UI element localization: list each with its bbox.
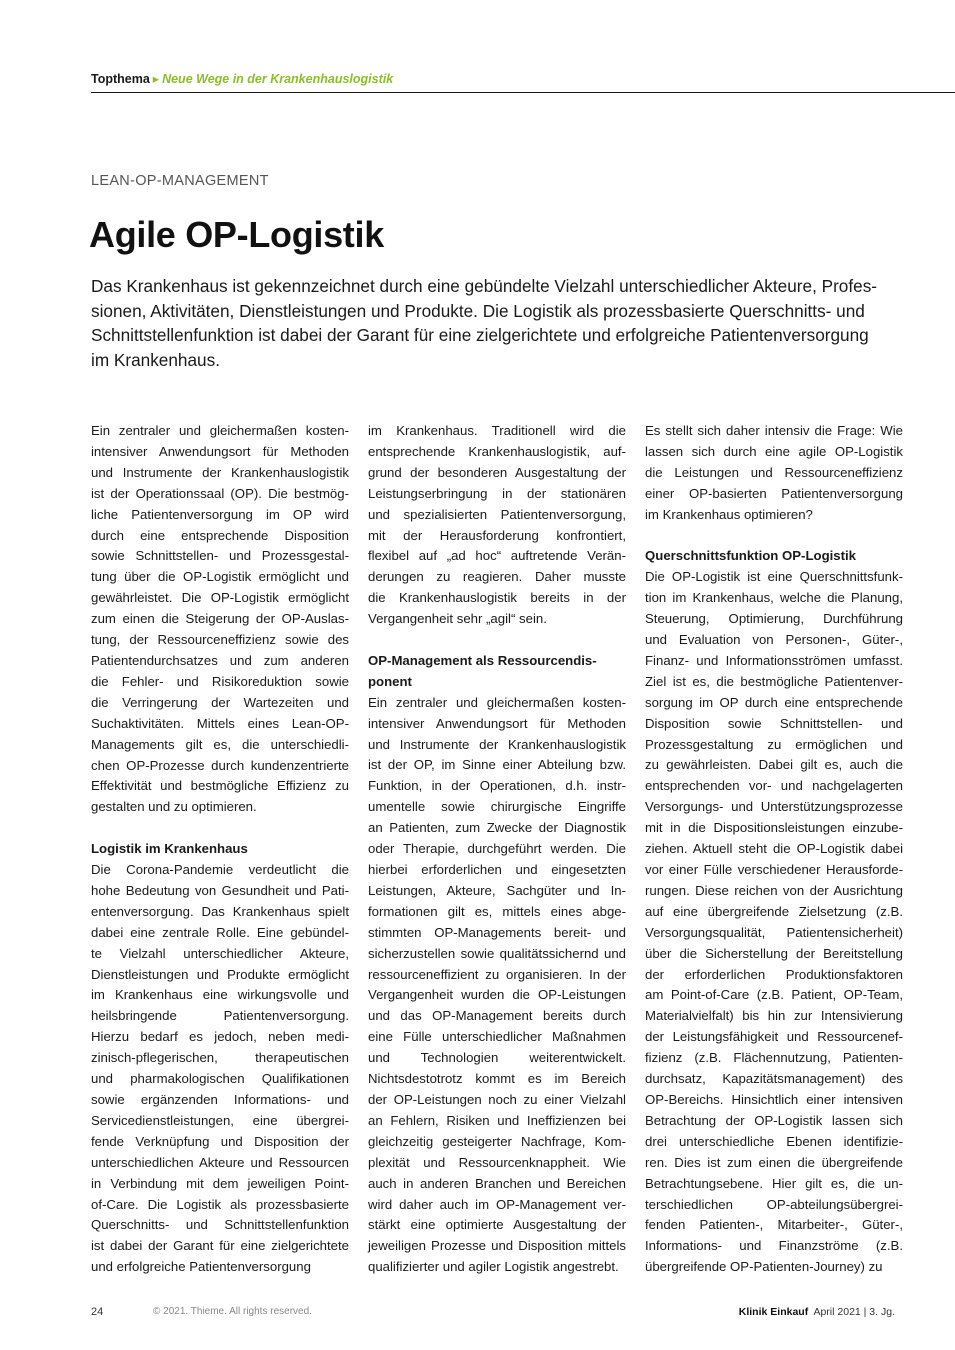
text-line: tung, der Ressourceneffizienz sowie des: [91, 632, 349, 648]
text-line: oder Therapie, durchgeführt werden. Die: [368, 841, 626, 857]
text-line: stimmten OP-Managements bereit- und: [368, 924, 626, 940]
text-line: Prozessgestaltung zu ermöglichen und: [645, 736, 903, 752]
text-line: Betrachtung der OP-Logistik lassen sich: [645, 1112, 903, 1128]
text-line: Hierzu bedarf es jedoch, neben medi-: [91, 1029, 349, 1045]
text-line: fende Verknüpfung und Disposition der: [91, 1133, 349, 1149]
text-line: sorgung im OP durch eine entsprechende: [645, 694, 903, 710]
text-line: die Fehler- und Risikoreduktion sowie: [91, 673, 349, 689]
text-line: drei unterschiedliche Ebenen identifizie-: [645, 1133, 903, 1149]
text-line: of-Care. Die Logistik als prozessbasierte: [91, 1196, 349, 1212]
text-line: einer OP-basierten Patientenversorgung: [645, 485, 903, 501]
paragraph: [645, 421, 903, 526]
text-line: tion im Krankenhaus, welche die Planung,: [645, 590, 903, 606]
text-line: hierbei erforderlichen und eingesetzten: [368, 862, 626, 878]
text-line: Funktion, in der Operationen, d.h. instr-: [368, 778, 626, 794]
text-line: grund der besonderen Ausgestaltung der: [368, 464, 626, 480]
text-line: entenversorgung. Das Krankenhaus spielt: [91, 903, 349, 919]
text-line: im Krankenhaus optimieren?: [645, 506, 813, 522]
text-line: Servicedienstleistungen, eine übergrei-: [91, 1112, 349, 1128]
text-line: wird daher auch im OP-Management ver-: [368, 1196, 626, 1212]
header-rule: [91, 92, 955, 93]
lead-line: Das Krankenhaus ist gekennzeichnet durch eine gebündelte Vielzahl unterschiedlicher Akteure, Profes-: [91, 276, 878, 296]
text-line: Effektivität und bestmögliche Effizienz zu: [91, 778, 349, 794]
text-line: Die Corona-Pandemie verdeutlicht die: [91, 862, 349, 878]
text-line: Patientendurchsatzes und zum anderen: [91, 652, 349, 668]
text-line: derungen zu reagieren. Daher musste: [368, 569, 626, 585]
text-line: die Leistungen und Ressourceneffizienz: [645, 464, 903, 480]
text-line: Vergangenheit sehr „agil“ sein.: [368, 611, 547, 627]
text-line: die Verringerung der Wartezeiten und: [91, 694, 349, 710]
text-line: an Patienten, zum Zwecke der Diagnostik: [368, 820, 626, 836]
text-line: Ein zentraler und gleichermaßen kosten-: [368, 694, 626, 710]
text-line: im Krankenhaus. Traditionell wird die: [368, 423, 626, 438]
text-line: Es stellt sich daher intensiv die Frage: Wie: [645, 423, 903, 438]
text-line: Ziel ist es, die bestmögliche Patientenver-: [645, 673, 903, 689]
text-line: vor einer Fülle verschiedener Herausforde-: [645, 862, 903, 878]
text-line: fizienz (z.B. Flächennutzung, Patienten-: [645, 1050, 903, 1066]
journal-name: Klinik Einkauf: [738, 1306, 809, 1318]
text-line: umentelle sowie chirurgische Eingriffe: [368, 799, 626, 815]
article-lead: [91, 274, 881, 372]
text-line: Steuerung, Optimierung, Durchführung: [645, 611, 903, 627]
text-line: Leistungserbringung in der stationären: [368, 485, 626, 501]
text-line: und Instrumente der Krankenhauslogistik: [368, 736, 626, 752]
text-line: Disposition sowie Schnittstellen- und: [645, 715, 903, 731]
text-column-1: [91, 421, 349, 1278]
text-line: Dienstleistungen und Produkte ermöglicht: [91, 966, 349, 982]
text-line: liche Patientenversorgung im OP wird: [91, 506, 349, 522]
text-line: die Krankenhauslogistik bereits in der: [368, 590, 626, 606]
text-column-2: [368, 421, 626, 1278]
section-heading: Logistik im Krankenhaus: [91, 841, 248, 857]
text-line: plexität und Ressourcenknappheit. Wie: [368, 1154, 626, 1170]
text-line: tung über die OP-Logistik ermöglicht und: [91, 569, 349, 585]
section-heading: OP-Management als Ressourcendis-: [368, 652, 597, 668]
text-line: Die OP-Logistik ist eine Querschnittsfunk-: [645, 569, 903, 585]
text-line: über die Sicherstellung der Bereitstellung: [645, 945, 903, 961]
text-line: eine Fülle unterschiedlicher Maßnahmen: [368, 1029, 626, 1045]
article-kicker: LEAN-OP-MANAGEMENT: [91, 173, 269, 189]
text-line: am Point-of-Care (z.B. Patient, OP-Team,: [645, 987, 903, 1003]
text-line: dabei eine zentrale Rolle. Eine gebündel-: [91, 924, 349, 940]
text-line: entsprechende Krankenhauslogistik, auf-: [368, 443, 626, 459]
text-line: Suchaktivitäten. Mittels eines Lean-OP-: [91, 715, 349, 731]
text-line: und pharmakologischen Qualifikationen: [91, 1071, 349, 1087]
journal-issue: April 2021 | 3. Jg.: [813, 1306, 895, 1318]
text-line: und erfolgreiche Patientenversorgung: [91, 1259, 311, 1275]
header-section: Topthema: [91, 72, 150, 86]
lead-line: im Krankenhaus.: [91, 349, 220, 370]
text-line: übergreifende OP-Patienten-Journey) zu: [645, 1259, 883, 1275]
text-line: formationen gilt es, mittels eines abge-: [368, 903, 626, 919]
text-line: fenden Patienten-, Mitarbeiter-, Güter-,: [645, 1217, 903, 1233]
text-line: Versorgungs- und Unterstützungsprozesse: [645, 799, 903, 815]
text-line: OP-Bereichs. Hinsichtlich einer intensiven: [645, 1091, 903, 1107]
paragraph: [368, 421, 626, 630]
text-line: Versorgungsqualität, Patientensicherheit): [645, 924, 903, 940]
paragraph: [368, 693, 626, 1278]
text-line: mit der Herausforderung konfrontiert,: [368, 527, 626, 543]
text-line: Managements gilt es, die unterschiedli-: [91, 736, 349, 752]
text-line: unterschiedlichen Akteure und Ressourcen: [91, 1154, 349, 1170]
text-line: Leistungen, Akteure, Sachgüter und In-: [368, 882, 626, 898]
text-line: Nichtsdestotrotz kommt es im Bereich: [368, 1071, 626, 1087]
copyright: © 2021. Thieme. All rights reserved.: [153, 1306, 312, 1317]
header-arrow-icon: ▸: [152, 72, 160, 86]
text-column-3: [645, 421, 903, 1278]
text-line: stärkt eine optimierte Ausgestaltung der: [368, 1217, 626, 1233]
text-line: auf eine übergreifende Zielsetzung (z.B.: [645, 903, 903, 919]
text-line: Materialvielfalt) bis hin zur Intensivierung: [645, 1008, 903, 1024]
lead-line: sionen, Aktivitäten, Dienstleistungen und Produkte. Die Logistik als prozessbasierte Querschnitts- und: [91, 300, 865, 321]
text-line: Finanz- und Informationsströmen umfasst.: [645, 652, 903, 668]
text-line: zinisch-pflegerischen, therapeutischen: [91, 1050, 349, 1066]
text-line: intensiver Anwendungsort für Methoden: [368, 715, 626, 731]
section-heading: Querschnittsfunktion OP-Logistik: [645, 548, 857, 564]
text-line: zum einen die Steigerung der OP-Auslas-: [91, 611, 349, 627]
text-line: und Evaluation von Personen-, Güter-,: [645, 632, 903, 648]
text-line: gleichzeitig gesteigerter Nachfrage, Kom-: [368, 1133, 626, 1149]
text-line: und Technologien weiterentwickelt.: [368, 1050, 626, 1066]
journal-info: [739, 1306, 895, 1318]
text-line: in Verbindung mit dem jeweiligen Point-: [91, 1175, 349, 1191]
text-line: ziehen. Aktuell steht die OP-Logistik dabei: [645, 841, 903, 857]
text-line: Informations- und Finanzströme (z.B.: [645, 1238, 903, 1254]
text-line: Betrachtungsebene. Hier gilt es, die un-: [645, 1175, 903, 1191]
text-line: gestalten und zu optimieren.: [91, 799, 257, 815]
text-line: zu gewährleisten. Dabei gilt es, auch die: [645, 757, 903, 773]
text-line: hohe Bedeutung von Gesundheit und Pati-: [91, 882, 349, 898]
text-line: und das OP-Management bereits durch: [368, 1008, 626, 1024]
page-number: 24: [91, 1306, 104, 1318]
paragraph: [645, 567, 903, 1278]
text-line: durch eine entsprechende Disposition: [91, 527, 349, 543]
text-line: ist dabei der Garant für eine zielgerichtete: [91, 1238, 349, 1254]
text-line: flexibel auf „ad hoc“ auftretende Verän-: [368, 548, 626, 564]
text-line: mit in die Dispositionsleistungen einzube-: [645, 820, 903, 836]
text-line: ist der Operationssaal (OP). Die bestmög-: [91, 485, 349, 501]
text-line: Vergangenheit wurden die OP-Leistungen: [368, 987, 626, 1003]
paragraph: [91, 421, 349, 818]
text-line: lassen sich durch eine agile OP-Logistik: [645, 443, 903, 459]
text-line: qualifizierter und agiler Logistik angestrebt.: [368, 1259, 619, 1275]
section-heading: ponent: [368, 673, 412, 689]
text-line: intensiver Anwendungsort für Methoden: [91, 443, 349, 459]
text-line: auch in anderen Branchen und Bereichen: [368, 1175, 626, 1191]
text-line: heilsbringende Patientenversorgung.: [91, 1008, 349, 1024]
text-line: gewährleistet. Die OP-Logistik ermöglicht: [91, 590, 349, 606]
text-line: und spezialisierten Patientenversorgung,: [368, 506, 626, 522]
text-line: der OP-Leistungen noch zu einer Vielzahl: [368, 1091, 626, 1107]
header-subtitle: Neue Wege in der Krankenhauslogistik: [162, 72, 394, 86]
text-line: der erforderlichen Produktionsfaktoren: [645, 966, 903, 982]
text-line: ressourceneffizient zu organisieren. In der: [368, 966, 626, 982]
text-line: an Fehlern, Risiken und Ineffizienzen bei: [368, 1112, 626, 1128]
text-line: der Leistungsfähigkeit und Ressourcenef-: [645, 1029, 903, 1045]
article-title: Agile OP-Logistik: [89, 214, 384, 255]
lead-line: Schnittstellenfunktion ist dabei der Garant für eine zielgerichtete und erfolgreiche Patientenversorgung: [91, 325, 869, 346]
running-header: [91, 71, 393, 86]
text-line: jeweiligen Prozesse und Disposition mittels: [368, 1238, 626, 1254]
text-line: rungen. Diese reichen von der Ausrichtung: [645, 882, 903, 898]
text-line: sowie ergänzenden Informations- und: [91, 1091, 349, 1107]
text-line: ist der OP, im Sinne einer Abteilung bzw.: [368, 757, 626, 773]
text-line: terschiedlichen OP-abteilungsübergrei-: [645, 1196, 903, 1212]
text-line: im Krankenhaus eine wirkungsvolle und: [91, 987, 349, 1003]
text-line: sicherzustellen sowie qualitätssichernd und: [368, 945, 626, 961]
text-line: entsprechenden vor- und nachgelagerten: [645, 778, 903, 794]
text-line: durchsatz, Kapazitätsmanagement) des: [645, 1071, 903, 1087]
text-line: Querschnitts- und Schnittstellenfunktion: [91, 1217, 349, 1233]
text-line: sowie Schnittstellen- und Prozessgestal-: [91, 548, 349, 564]
text-line: te Vielzahl unterschiedlicher Akteure,: [91, 945, 349, 961]
text-line: und Instrumente der Krankenhauslogistik: [91, 464, 349, 480]
text-line: chen OP-Prozesse durch kundenzentrierte: [91, 757, 349, 773]
text-line: Ein zentraler und gleichermaßen kosten-: [91, 423, 349, 438]
paragraph: [91, 860, 349, 1278]
text-line: ren. Dies ist zum einen die übergreifende: [645, 1154, 903, 1170]
